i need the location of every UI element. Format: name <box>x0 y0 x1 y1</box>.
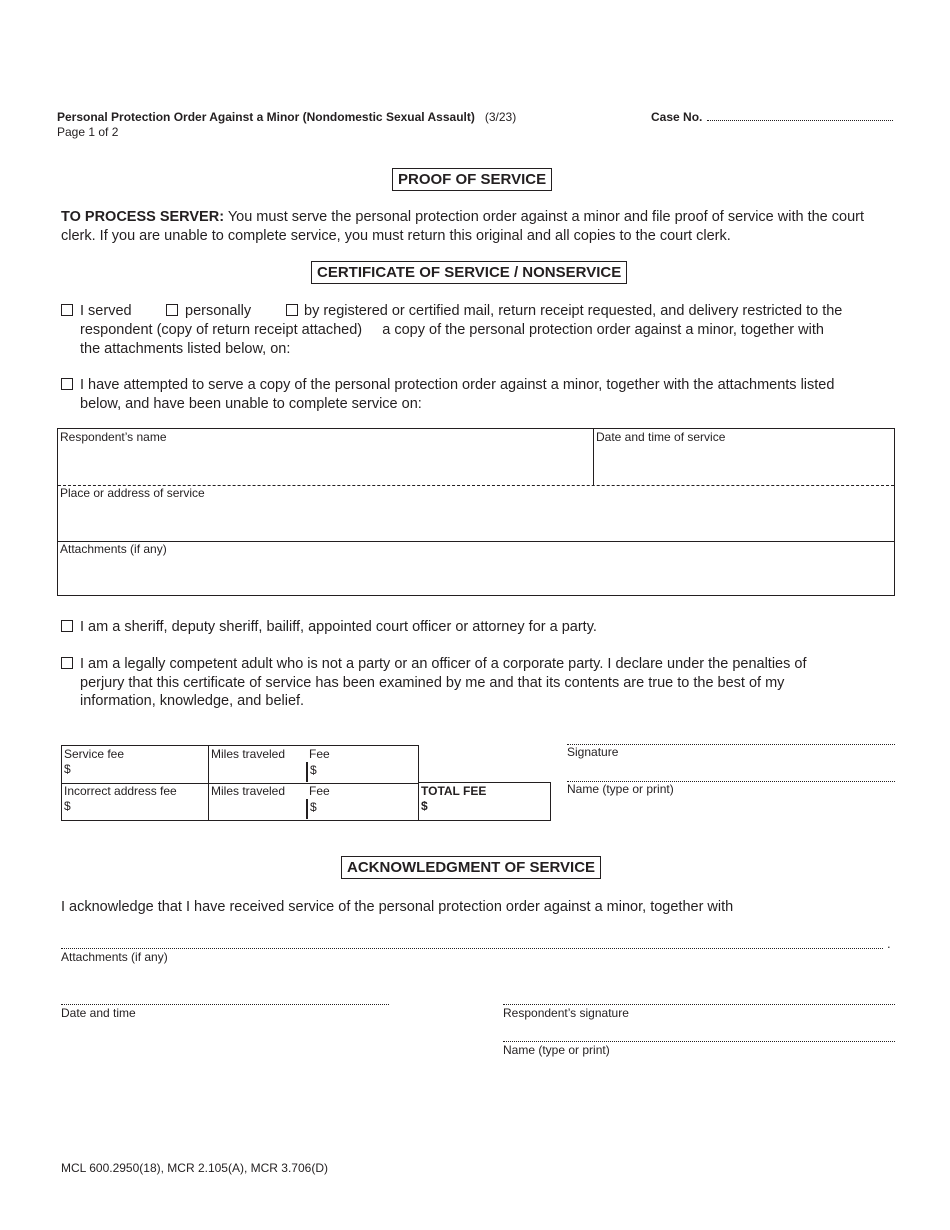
case-number-label: Case No. <box>651 110 703 124</box>
place-address-label: Place or address of service <box>60 486 205 500</box>
incorrect-address-fee-label: Incorrect address fee <box>64 784 177 798</box>
service-fee-label: Service fee <box>64 747 125 761</box>
name-print-label: Name (type or print) <box>567 782 674 796</box>
proof-of-service-heading: PROOF OF SERVICE <box>392 168 552 191</box>
legal-citation-footer: MCL 600.2950(18), MCR 2.105(A), MCR 3.706(D) <box>61 1161 328 1175</box>
adult-statement-line-2: perjury that this certificate of service has been examined by me and that its contents are true to the best of my <box>80 675 785 691</box>
total-fee-dollar: $ <box>421 799 428 813</box>
attempted-line-2: below, and have been unable to complete service on: <box>80 396 422 412</box>
fee-label: Fee <box>309 784 330 798</box>
date-time-service-label: Date and time of service <box>596 430 726 444</box>
miles-traveled-label: Miles traveled <box>211 784 286 798</box>
grid-divider <box>593 429 594 485</box>
respondent-name-field[interactable] <box>60 445 590 483</box>
personally-checkbox[interactable] <box>166 304 178 316</box>
fee-dollar: $ <box>310 763 317 777</box>
service-fee-field[interactable] <box>74 762 204 780</box>
mail-checkbox[interactable] <box>286 304 298 316</box>
mail-label: by registered or certified mail, return receipt requested, and delivery restricted to the <box>304 303 843 319</box>
fee-table-divider <box>306 762 308 782</box>
grid-rule <box>58 541 894 542</box>
fee-table-divider <box>306 799 308 819</box>
certificate-heading: CERTIFICATE OF SERVICE / NONSERVICE <box>311 261 627 284</box>
service-fee-dollar: $ <box>64 762 71 776</box>
ack-period: . <box>887 936 891 951</box>
attempted-checkbox[interactable] <box>61 378 73 390</box>
attachments-field[interactable] <box>60 557 890 593</box>
attachments-label: Attachments (if any) <box>60 542 167 556</box>
acknowledgment-heading: ACKNOWLEDGMENT OF SERVICE <box>341 856 601 879</box>
ack-attachments-label: Attachments (if any) <box>61 950 168 964</box>
fee-field[interactable] <box>320 762 414 780</box>
service-details-grid <box>57 428 895 596</box>
served-label: I served <box>80 303 132 319</box>
page-number: Page 1 of 2 <box>57 125 119 139</box>
adult-statement-line-1: I am a legally competent adult who is not a party or an officer of a corporate party. I declare under the penalties of <box>80 656 807 672</box>
signature-label: Signature <box>567 745 619 759</box>
acknowledgment-statement: I acknowledge that I have received service of the personal protection order against a minor, together with <box>61 899 734 915</box>
total-fee-box <box>418 782 551 821</box>
process-server-instructions: TO PROCESS SERVER: You must serve the personal protection order against a minor and file proof of service with the court clerk. If you are unable to complete service, you must return this original and all copies to the court clerk. <box>61 209 865 244</box>
total-fee-field[interactable] <box>432 799 544 817</box>
ack-attachments-line[interactable] <box>61 948 883 949</box>
respondent-signature-label: Respondent’s signature <box>503 1006 629 1020</box>
attempted-line-1: I have attempted to serve a copy of the personal protection order against a minor, together with the attachments listed <box>80 377 835 393</box>
miles-traveled-field[interactable] <box>211 762 303 780</box>
incorrect-address-fee-dollar: $ <box>64 799 71 813</box>
ack-date-time-label: Date and time <box>61 1006 136 1020</box>
served-checkbox[interactable] <box>61 304 73 316</box>
respondent-name-line[interactable] <box>503 1041 895 1042</box>
personally-label: personally <box>185 303 252 319</box>
officer-checkbox[interactable] <box>61 620 73 632</box>
adult-statement-line-3: information, knowledge, and belief. <box>80 693 305 709</box>
ack-date-time-line[interactable] <box>61 1004 389 1005</box>
served-line-2: respondent (copy of return receipt attached) a copy of the personal protection order against a minor, together with <box>80 322 824 338</box>
fee-label: Fee <box>309 747 330 761</box>
fee-table-divider <box>208 746 209 820</box>
fee-field[interactable] <box>320 799 414 817</box>
served-line-3: the attachments listed below, on: <box>80 341 291 357</box>
date-time-service-field[interactable] <box>596 445 891 483</box>
fee-table <box>61 745 419 821</box>
case-number-field[interactable] <box>707 120 893 121</box>
officer-statement: I am a sheriff, deputy sheriff, bailiff, appointed court officer or attorney for a party. <box>80 619 597 635</box>
incorrect-address-fee-field[interactable] <box>74 799 204 817</box>
total-fee-label: TOTAL FEE <box>421 784 487 798</box>
respondent-name-print-label: Name (type or print) <box>503 1043 610 1057</box>
form-revision: (3/23) <box>484 110 517 124</box>
place-address-field[interactable] <box>60 501 890 539</box>
respondent-name-label: Respondent’s name <box>60 430 167 444</box>
miles-traveled-field[interactable] <box>211 799 303 817</box>
adult-checkbox[interactable] <box>61 657 73 669</box>
respondent-signature-line[interactable] <box>503 1004 895 1005</box>
form-title: Personal Protection Order Against a Minor (Nondomestic Sexual Assault) (3/23) <box>57 110 517 124</box>
miles-traveled-label: Miles traveled <box>211 747 286 761</box>
fee-dollar: $ <box>310 800 317 814</box>
